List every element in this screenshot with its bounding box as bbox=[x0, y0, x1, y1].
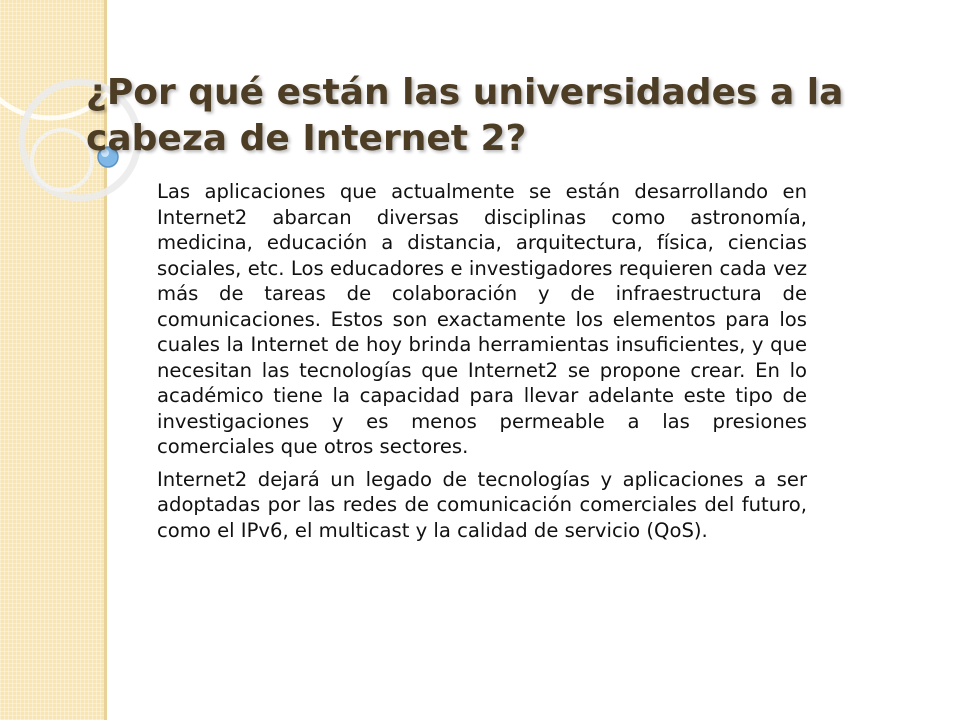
body-paragraph-1: Las aplicaciones que actualmente se están desarrollando en Internet2 abarcan diversas disciplinas como astronomía, medicina, educación a distancia, arquitectura, física, ciencias sociales, etc. Los educadores e investigadores requieren cada vez más de tareas de colaboración y de infraestructura de comunicaciones. Estos son exactamente los elementos para los cuales la Internet de hoy brinda herramientas insuficientes, y que necesitan las tecnologías que Internet2 se propone crear. En lo académico tiene la capacidad para llevar adelante este tipo de investigaciones y es menos permeable a las presiones comerciales que otros sectores. bbox=[157, 180, 807, 458]
body-paragraph-2: Internet2 dejará un legado de tecnologías y aplicaciones a ser adoptadas por las redes de comunicación comerciales del futuro, como el IPv6, el multicast y la calidad de servicio (QoS). bbox=[157, 467, 807, 542]
decor-ring-small bbox=[32, 130, 92, 190]
slide-body bbox=[157, 179, 807, 550]
slide-title: ¿Por qué están las universidades a la cabeza de Internet 2? bbox=[86, 72, 844, 159]
